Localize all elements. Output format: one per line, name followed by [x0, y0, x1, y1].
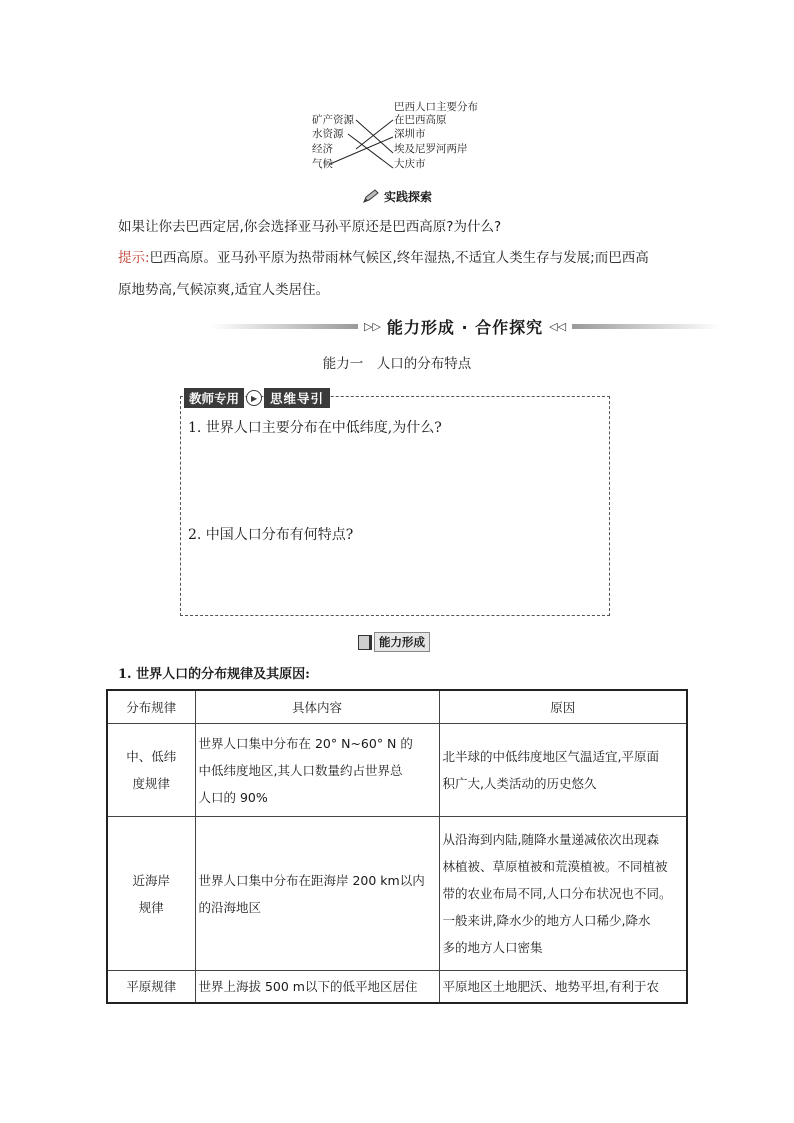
banner-title: 能力形成 · 合作探究 — [386, 317, 544, 337]
thinking-guide-tag — [184, 388, 330, 408]
table-header: 具体内容 — [195, 690, 439, 724]
rule-text: 度规律 — [132, 776, 170, 791]
play-icon: ▶ — [246, 390, 262, 406]
match-right-3: 深圳市 — [394, 128, 426, 140]
reason-line: 积广大,人类活动的历史悠久 — [442, 776, 597, 791]
practice-heading-text: 实践探索 — [384, 189, 433, 204]
pencil-icon — [362, 188, 380, 204]
guide-question-2: 2. 中国人口分布有何特点? — [188, 527, 354, 543]
rule-text: 中、低纬 — [126, 749, 177, 764]
rule-cell: 平原规律 — [107, 971, 195, 1003]
formation-heading-text: 能力形成 — [374, 632, 430, 652]
content-line: 人口的 90% — [198, 789, 268, 805]
hint-label: 提示: — [118, 250, 150, 266]
table-header: 分布规律 — [107, 690, 195, 724]
reason-cell: 平原地区土地肥沃、地势平坦,有利于农 — [439, 971, 687, 1003]
teacher-only-tag: 教师专用 — [184, 388, 244, 408]
guide-question-1: 1. 世界人口主要分布在中低纬度,为什么? — [188, 420, 442, 436]
practice-question: 如果让你去巴西定居,你会选择亚马孙平原还是巴西高原?为什么? — [118, 219, 502, 235]
reason-line: 带的农业布局不同,人口分布状况也不同。 — [442, 886, 672, 901]
content-cell: 世界上海拔 500 m以下的低平地区居住 — [195, 971, 439, 1003]
arrow-left-icon: ◁◁ — [549, 319, 567, 333]
content-line: 的沿海地区 — [198, 899, 262, 915]
rule-cell — [107, 724, 195, 817]
thinking-guide-label: 思维导引 — [264, 388, 330, 408]
content-line: 中低纬度地区,其人口数量约占世界总 — [198, 762, 403, 778]
ability-title: 能力一 人口的分布特点 — [322, 356, 472, 372]
book-icon — [358, 635, 370, 650]
match-right-2: 在巴西高原 — [394, 114, 447, 126]
reason-line: 北半球的中低纬度地区气温适宜,平原面 — [442, 749, 659, 764]
banner-bar-right — [572, 324, 720, 329]
reason-line: 从沿海到内陆,随降水量递减依次出现森 — [442, 832, 659, 847]
content-line: 世界人口集中分布在距海岸 200 km以内 — [198, 872, 425, 888]
match-line-2 — [348, 134, 393, 168]
match-right-5: 大庆市 — [394, 158, 426, 170]
rule-text: 近海岸 — [132, 872, 170, 888]
distribution-table — [106, 689, 688, 1004]
hint-line-2: 原地势高,气候凉爽,适宜人类居住。 — [118, 282, 330, 298]
reason-cell — [439, 724, 687, 817]
section-title: 1. 世界人口的分布规律及其原因: — [118, 667, 310, 682]
reason-cell — [439, 817, 687, 971]
match-left-1: 矿产资源 — [312, 114, 354, 126]
match-left-3: 经济 — [312, 143, 333, 155]
match-right-4: 埃及尼罗河两岸 — [394, 143, 468, 155]
matching-diagram — [300, 100, 500, 178]
section-banner — [210, 314, 720, 338]
practice-heading — [362, 187, 432, 205]
table-header-row — [107, 690, 687, 724]
hint-line-1 — [118, 248, 649, 268]
formation-heading — [358, 633, 430, 651]
rule-cell — [107, 817, 195, 971]
match-right-1: 巴西人口主要分布 — [394, 101, 478, 113]
arrow-right-icon: ▷▷ — [363, 319, 381, 333]
content-cell — [195, 724, 439, 817]
table-header: 原因 — [439, 690, 687, 724]
match-left-2: 水资源 — [312, 128, 344, 140]
reason-line: 多的地方人口密集 — [442, 940, 543, 955]
table-row — [107, 817, 687, 971]
table-row — [107, 724, 687, 817]
match-left-4: 气候 — [312, 158, 333, 170]
table-row — [107, 971, 687, 1003]
match-line-4 — [330, 137, 393, 164]
content-line: 世界人口集中分布在 20° N~60° N 的 — [198, 735, 413, 751]
hint-text-1: 巴西高原。亚马孙平原为热带雨林气候区,终年湿热,不适宜人类生存与发展;而巴西高 — [149, 250, 649, 266]
reason-line: 一般来讲,降水少的地方人口稀少,降水 — [442, 913, 651, 928]
reason-line: 林植被、草原植被和荒漠植被。不同植被 — [442, 859, 668, 874]
banner-bar-left — [210, 324, 358, 329]
rule-text: 规律 — [138, 899, 164, 915]
content-cell — [195, 817, 439, 971]
